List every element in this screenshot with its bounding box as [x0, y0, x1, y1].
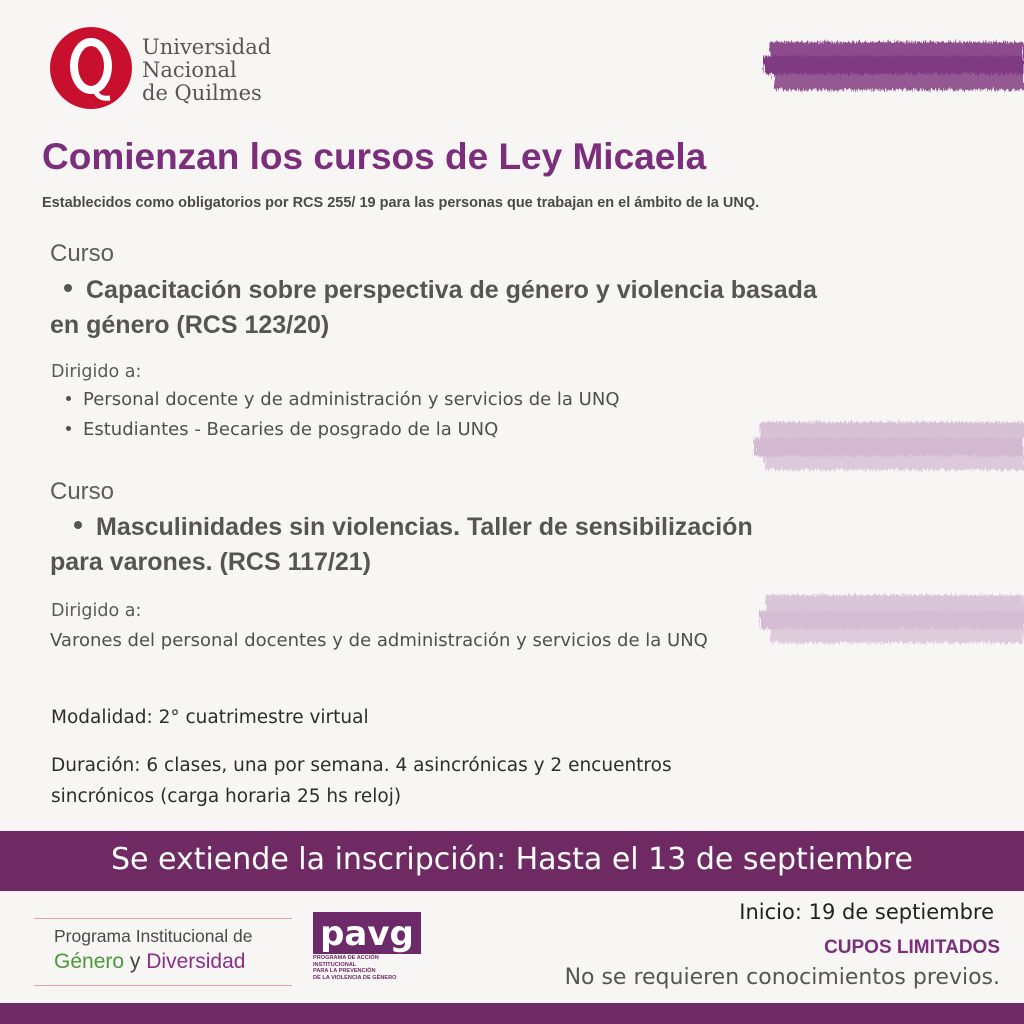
course-1-title-line-2: en género (RCS 123/20)	[50, 311, 330, 339]
brush-stroke-lower	[756, 585, 1024, 655]
pig-logo-line-2	[54, 950, 245, 974]
duracion-line-1: Duración: 6 clases, una por semana. 4 asincrónicas y 2 encuentros	[51, 755, 672, 776]
limited-seats: CUPOS LIMITADOS	[824, 937, 1000, 958]
course-1-label: Curso	[50, 240, 115, 267]
course-2-title-line-2: para varones. (RCS 117/21)	[50, 548, 371, 576]
course-1-title-line-1	[64, 273, 817, 308]
no-prerequisites: No se requieren conocimientos previos.	[564, 965, 1000, 990]
duracion-line-2: sincrónicos (carga horaria 25 hs reloj)	[51, 786, 402, 807]
bottom-bar	[0, 1003, 1024, 1024]
pavg-caption-line-3: PARA LA PREVENCIÓN	[313, 968, 376, 975]
pavg-caption-line-2: INSTITUCIONAL	[313, 961, 357, 968]
course-2-audience-label: Dirigido a:	[51, 601, 142, 621]
bullet-icon	[64, 284, 72, 292]
logo-line-1: Universidad	[142, 35, 272, 59]
pig-diversidad: Diversidad	[146, 950, 246, 973]
page-subtitle: Establecidos como obligatorios por RCS 255/ 19 para las personas que trabajan en el ámbito de la UNQ.	[42, 195, 760, 211]
registration-banner-text: Se extiende la inscripción: Hasta el 13 de septiembre	[110, 842, 914, 877]
pig-y: y	[129, 950, 141, 973]
bullet-icon	[66, 426, 71, 431]
bullet-icon	[66, 396, 71, 401]
logo-line-2: Nacional	[142, 58, 237, 82]
course-2-audience-text: Varones del personal docentes y de administración y servicios de la UNQ	[50, 630, 708, 651]
bullet-icon	[74, 521, 82, 529]
modalidad-text: Modalidad: 2° cuatrimestre virtual	[51, 707, 369, 728]
pavg-caption-line-1: PROGRAMA DE ACCIÓN	[313, 955, 379, 961]
list-item	[66, 419, 498, 440]
list-item-text: Estudiantes - Becaries de posgrado de la UNQ	[83, 419, 499, 440]
pavg-logo	[313, 912, 421, 954]
pavg-caption	[313, 955, 397, 981]
pig-logo-line-1: Programa Institucional de	[54, 926, 253, 946]
pavg-caption-line-4: DE LA VIOLENCIA DE GÉNERO	[313, 974, 397, 981]
pig-genero: Género	[54, 950, 125, 973]
unq-emblem-icon	[50, 26, 136, 112]
course-1-audience-label: Dirigido a:	[51, 362, 142, 382]
course-1-title-text: Capacitación sobre perspectiva de género y violencia basada	[86, 276, 817, 304]
course-2-title-line-1	[74, 510, 753, 545]
course-2-label: Curso	[50, 478, 115, 505]
start-date: Inicio: 19 de septiembre	[739, 900, 994, 924]
page-title: Comienzan los cursos de Ley Micaela	[42, 136, 707, 177]
brush-stroke-middle	[752, 412, 1024, 482]
logo-line-3: de Quilmes	[142, 81, 262, 105]
brush-stroke-top	[760, 32, 1024, 104]
pavg-logo-text: pavg	[320, 914, 414, 954]
unq-logo	[50, 26, 285, 112]
list-item	[66, 389, 619, 410]
list-item-text: Personal docente y de administración y servicios de la UNQ	[83, 389, 620, 410]
unq-logo-text	[142, 36, 271, 105]
course-2-title-text: Masculinidades sin violencias. Taller de sensibilización	[96, 513, 753, 541]
